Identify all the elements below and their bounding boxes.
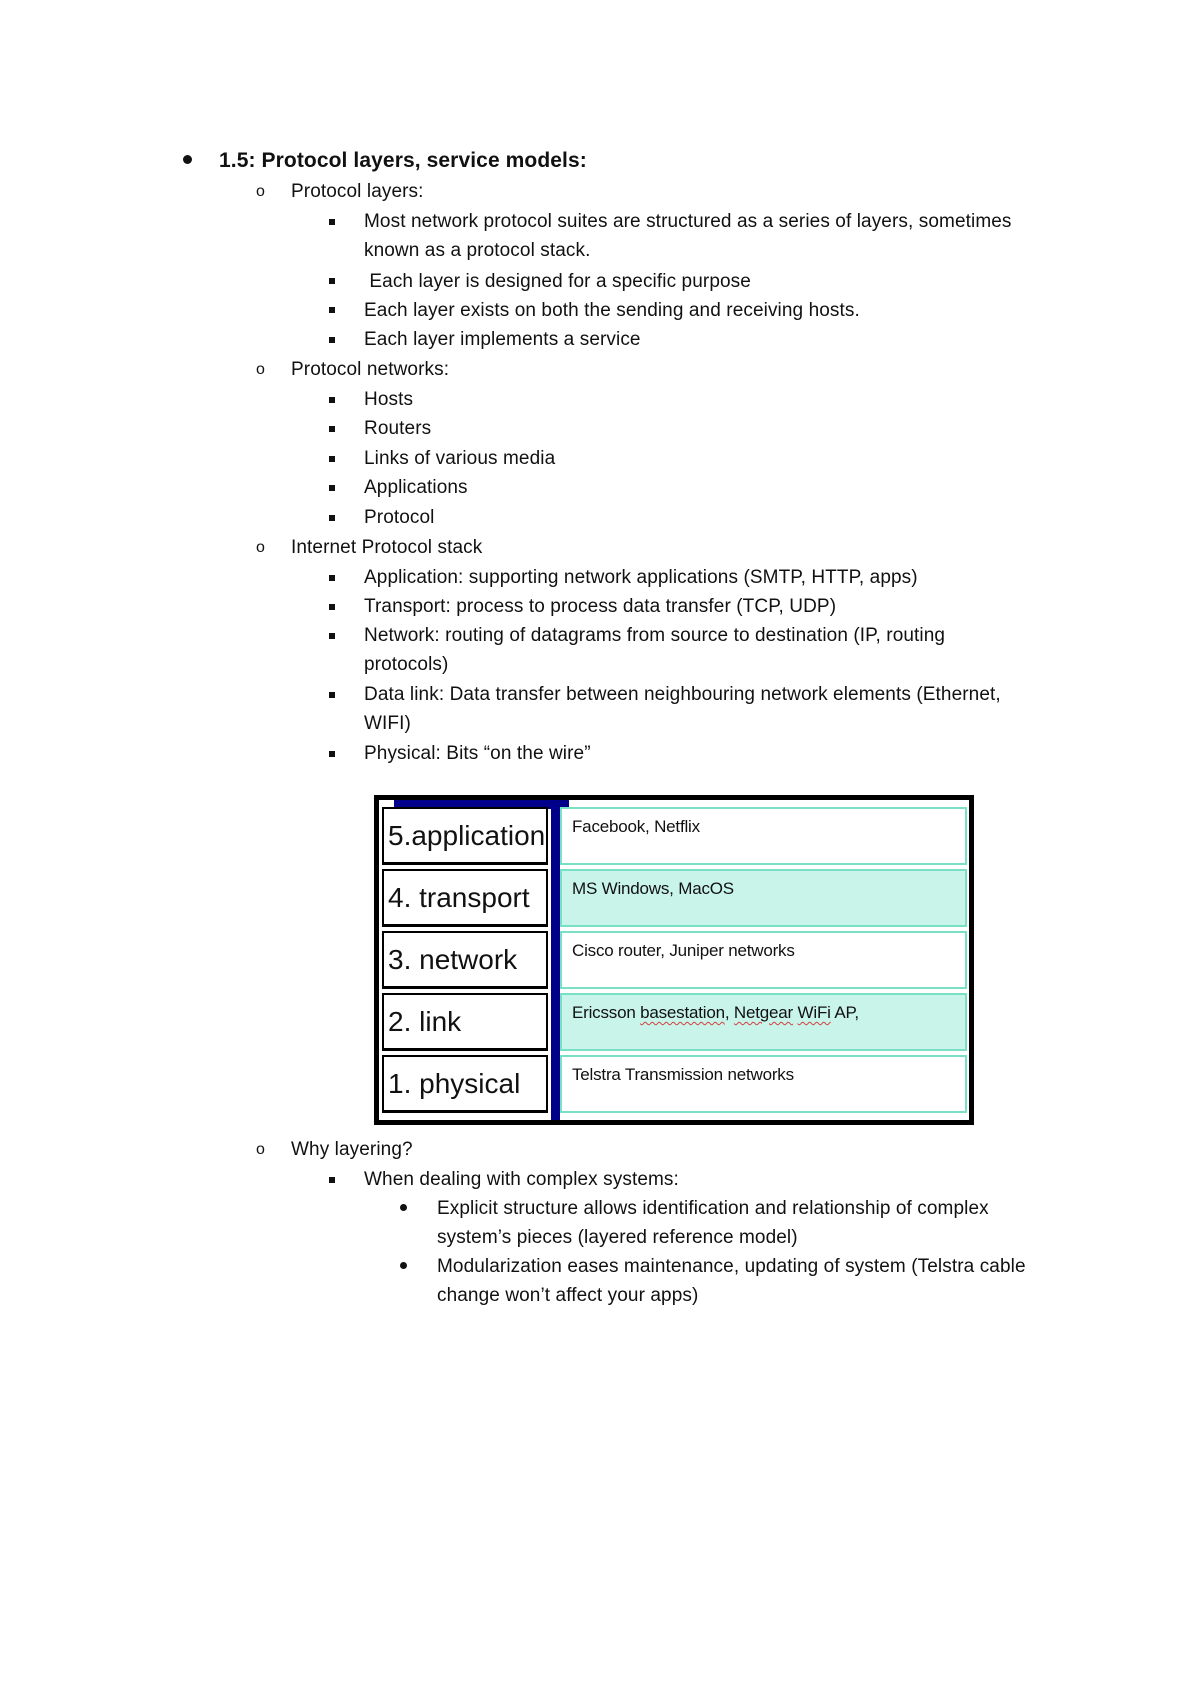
layer-name: 1. physical [382,1055,548,1113]
layer-row-transport [382,869,967,929]
why-layering-point: Modularization eases maintenance, updating of system (Telstra cable [437,1256,1026,1277]
square-bullet [329,633,335,639]
protocol-layer-figure [374,795,974,1125]
internet-stack-item: Transport: process to process data transfer (TCP, UDP) [364,596,837,617]
square-bullet [329,485,335,491]
layer-example: Facebook, Netflix [560,807,967,865]
why-layering-point: Explicit structure allows identification and relationship of complex [437,1198,989,1219]
square-bullet [329,604,335,610]
layer-example: Telstra Transmission networks [560,1055,967,1113]
square-bullet [329,751,335,757]
square-bullet [329,575,335,581]
square-bullet [329,278,335,284]
protocol-layers-item: Each layer implements a service [364,329,641,350]
protocol-networks-item: Protocol [364,507,435,528]
square-bullet [329,426,335,432]
protocol-layers-item: Each layer exists on both the sending and receiving hosts. [364,300,860,321]
example-text: , [724,1003,734,1022]
layer-example [560,993,967,1051]
protocol-networks-item: Applications [364,477,468,498]
layer-name: 4. transport [382,869,548,927]
why-layering-bullet: o [256,1141,265,1158]
example-text: Ericsson [572,1003,641,1022]
layer-name: 5.application [382,807,548,865]
spellcheck-word: Netgear [733,1003,794,1022]
internet-stack-item: protocols) [364,654,449,675]
layer-row-application [382,807,967,867]
layer-row-physical [382,1055,967,1115]
protocol-layers-item: known as a protocol stack. [364,240,591,261]
internet-stack-item: Data link: Data transfer between neighbouring network elements (Ethernet, [364,684,1001,705]
square-bullet [329,692,335,698]
protocol-layers-item: Most network protocol suites are structured as a series of layers, sometimes [364,211,1012,232]
spellcheck-word: WiFi [797,1003,831,1022]
square-bullet [329,1177,335,1183]
square-bullet [329,337,335,343]
square-bullet [329,397,335,403]
internet-stack-bullet: o [256,539,265,556]
square-bullet [329,219,335,225]
why-layering-point: change won’t affect your apps) [437,1285,699,1306]
protocol-networks-item: Hosts [364,389,414,410]
protocol-networks-item: Links of various media [364,448,556,469]
layer-example: MS Windows, MacOS [560,869,967,927]
square-bullet [329,456,335,462]
layer-name: 2. link [382,993,548,1051]
heading-bullet [183,155,192,164]
protocol-networks-item: Routers [364,418,432,439]
round-bullet [400,1262,407,1269]
round-bullet [400,1204,407,1211]
layer-name: 3. network [382,931,548,989]
internet-stack-label: Internet Protocol stack [291,537,483,558]
internet-stack-item: Application: supporting network applications (SMTP, HTTP, apps) [364,567,918,588]
section-heading: 1.5: Protocol layers, service models: [219,149,587,172]
internet-stack-item: Network: routing of datagrams from source to destination (IP, routing [364,625,946,646]
layer-row-network [382,931,967,991]
protocol-layers-bullet: o [256,183,265,200]
example-text: AP, [830,1003,859,1022]
why-layering-sub-label: When dealing with complex systems: [364,1169,679,1190]
internet-stack-item: Physical: Bits “on the wire” [364,743,591,764]
layer-row-link [382,993,967,1053]
protocol-networks-label: Protocol networks: [291,359,450,380]
internet-stack-item: WIFI) [364,713,411,734]
why-layering-label: Why layering? [291,1139,413,1160]
why-layering-point: system’s pieces (layered reference model) [437,1227,798,1248]
protocol-networks-bullet: o [256,361,265,378]
protocol-layers-item: Each layer is designed for a specific purpose [364,271,751,292]
layer-example: Cisco router, Juniper networks [560,931,967,989]
protocol-layers-label: Protocol layers: [291,181,424,202]
square-bullet [329,307,335,313]
square-bullet [329,515,335,521]
spellcheck-word: basestation [640,1003,725,1022]
